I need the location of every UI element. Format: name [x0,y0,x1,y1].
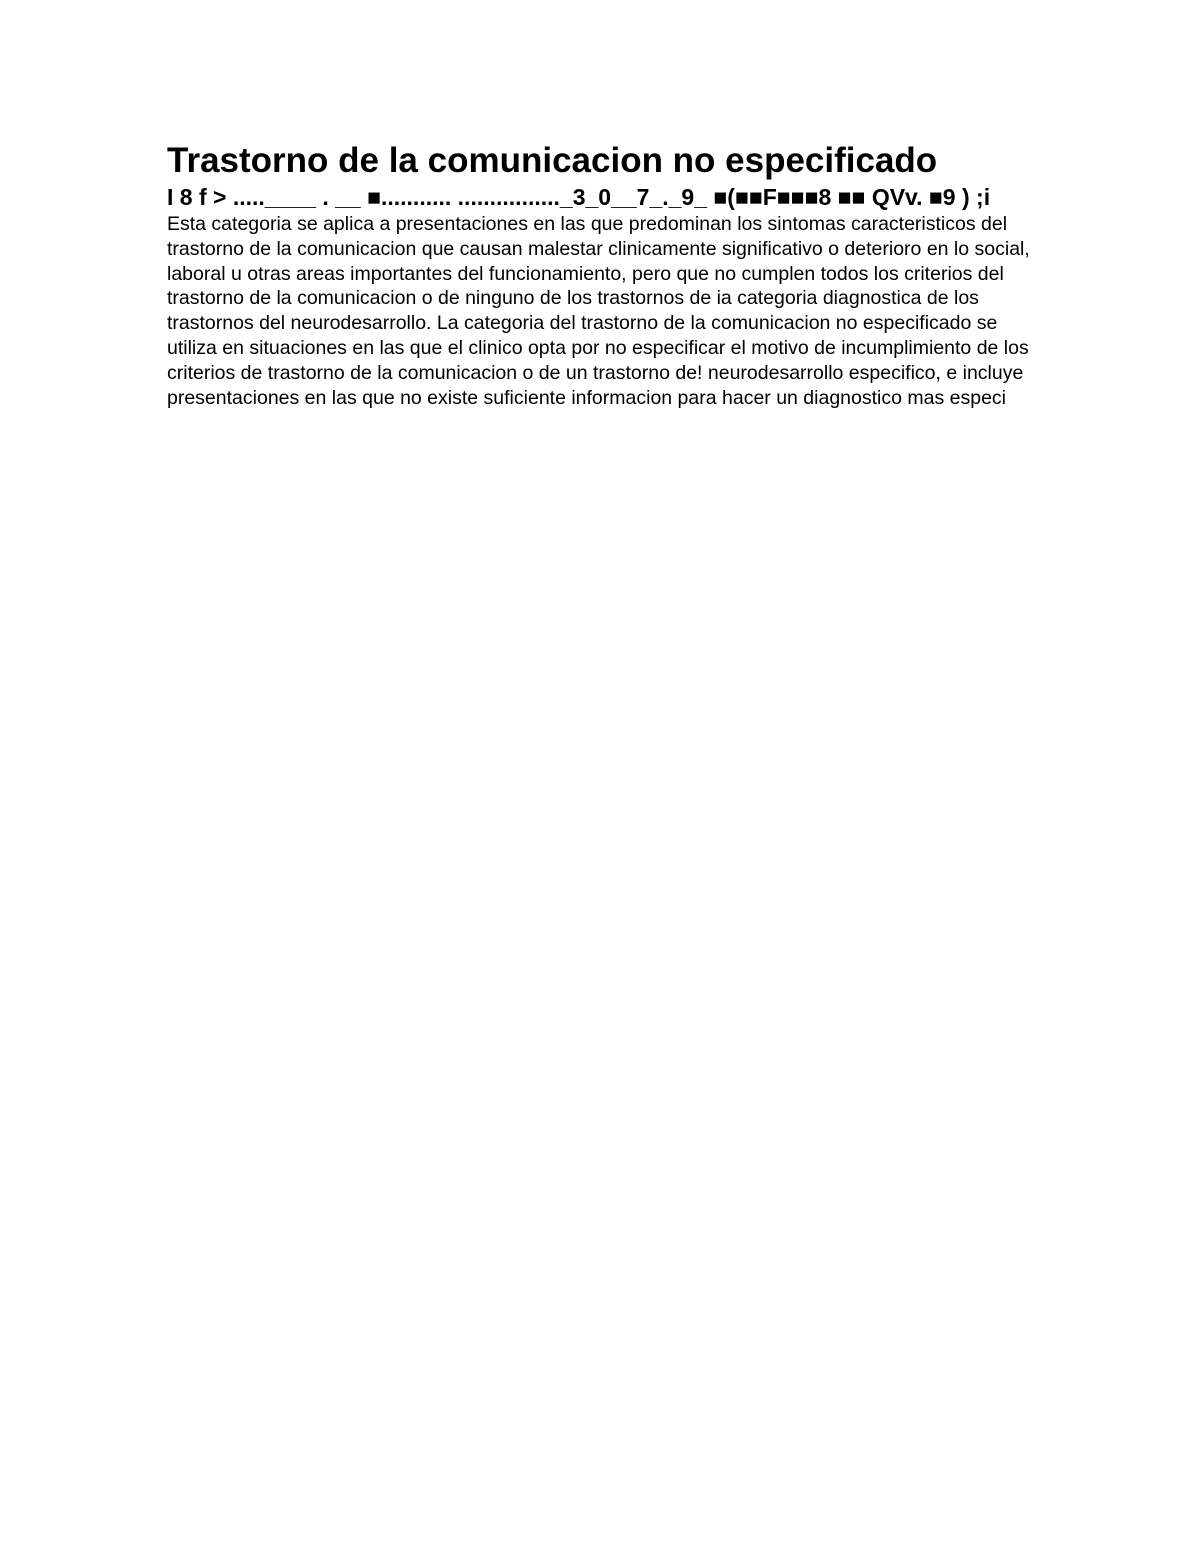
ocr-artifact-line: I 8 f > .....____ . __ ■........... ................_3_0__7_._9_ ■(■■F■■■8 ■■ QVv. ■9 ) ;i [167,184,991,210]
document-page [167,140,1047,410]
body-line: trastorno de la comunicacion que causan malestar clinicamente significativo o deterioro en lo social, [167,237,1030,260]
body-line: laboral u otras areas importantes del funcionamiento, pero que no cumplen todos los criterios del [167,262,1004,285]
document-title: Trastorno de la comunicacion no especificado [167,141,938,180]
body-line: presentaciones en las que no existe suficiente informacion para hacer un diagnostico mas especi [167,386,1006,409]
body-line: trastorno de la comunicacion o de ninguno de los trastornos de ia categoria diagnostica de los [167,287,979,310]
body-line: criterios de trastorno de la comunicacion o de un trastorno de! neurodesarrollo especifico, e incluye [167,361,1024,384]
body-line: Esta categoria se aplica a presentaciones en las que predominan los sintomas caracteristicos del [167,213,1008,235]
body-line: utiliza en situaciones en las que el clinico opta por no especificar el motivo de incumplimiento de los [167,336,1029,359]
body-line: trastornos del neurodesarrollo. La categoria del trastorno de la comunicacion no especificado se [167,312,998,335]
document-body [167,212,1047,410]
